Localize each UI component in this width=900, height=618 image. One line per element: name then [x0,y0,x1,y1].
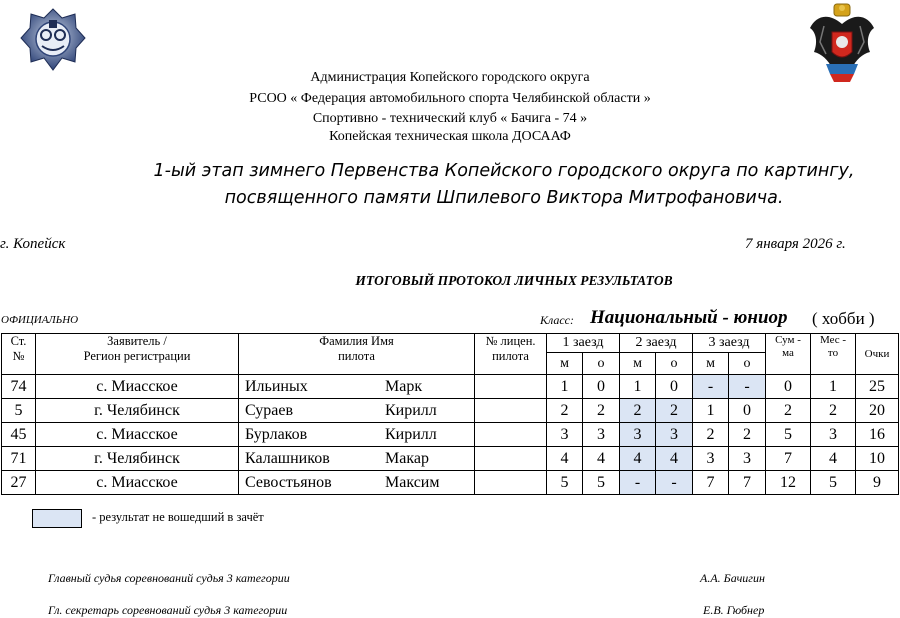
cell-entrant: г. Челябинск [36,447,239,471]
header-pilot: Фамилия Имя пилота [239,334,475,375]
cell-heat2-m: 3 [620,423,656,447]
cell-start-no: 27 [2,471,36,495]
table-row [2,447,899,471]
cell-sum: 2 [766,399,811,423]
header-entrant: Заявитель / Регион регистрации [36,334,239,375]
legend-swatch [32,509,82,528]
cell-heat2-o: 4 [656,447,693,471]
cell-place: 2 [811,399,856,423]
cell-pilot [239,423,475,447]
cell-license [475,399,547,423]
cell-heat2-o: 0 [656,375,693,399]
cell-heat3-m: 2 [693,423,729,447]
cell-pilot [239,375,475,399]
secretary-name: Е.В. Гюбнер [703,603,765,617]
header-heat1-m: м [547,353,583,375]
cell-pilot [239,471,475,495]
cell-heat3-m: - [693,375,729,399]
secretary-role: Гл. секретарь соревнований судья 3 категории [48,603,288,617]
official-label: ОФИЦИАЛЬНО [1,314,79,326]
cell-license [475,447,547,471]
cell-sum: 12 [766,471,811,495]
pilot-surname: Калашников [245,449,330,467]
cell-heat1-m: 1 [547,375,583,399]
event-city: г. Копейск [0,236,66,252]
cell-heat1-o: 2 [583,399,620,423]
cell-heat2-m: 2 [620,399,656,423]
header-place: Мес - то [811,334,856,375]
header-heat3-o: о [729,353,766,375]
cell-points: 10 [856,447,899,471]
cell-heat3-m: 3 [693,447,729,471]
cell-start-no: 74 [2,375,36,399]
org-line-administration: Администрация Копейского городского округа [310,70,590,85]
header-heat-1: 1 заезд [547,334,620,353]
table-row [2,423,899,447]
cell-heat3-m: 7 [693,471,729,495]
event-date: 7 января 2026 г. [745,236,846,252]
table-row [2,375,899,399]
cell-heat1-o: 4 [583,447,620,471]
cell-start-no: 5 [2,399,36,423]
pilot-name: Максим [385,473,440,491]
cell-heat1-m: 4 [547,447,583,471]
cell-heat3-m: 1 [693,399,729,423]
header-heat3-m: м [693,353,729,375]
table-row [2,471,899,495]
header-start-no: Ст. № [2,334,36,375]
header-heat1-o: о [583,353,620,375]
cell-heat3-o: 3 [729,447,766,471]
cell-heat3-o: 7 [729,471,766,495]
class-name: Национальный - юниор [590,307,788,328]
cell-entrant: с. Миасское [36,423,239,447]
cell-start-no: 45 [2,423,36,447]
cell-heat1-m: 2 [547,399,583,423]
class-label: Класс: [540,313,574,327]
cell-sum: 7 [766,447,811,471]
header-heat-3: 3 заезд [693,334,766,353]
cell-license [475,375,547,399]
cell-heat3-o: - [729,375,766,399]
cell-license [475,471,547,495]
header-points: Очки [856,334,899,375]
cell-entrant: с. Миасское [36,471,239,495]
cell-heat1-m: 5 [547,471,583,495]
header-heat-2: 2 заезд [620,334,693,353]
pilot-surname: Ильиных [245,377,308,395]
cell-heat2-m: - [620,471,656,495]
chief-judge-name: А.А. Бачигин [700,571,765,585]
cell-heat1-m: 3 [547,423,583,447]
cell-place: 3 [811,423,856,447]
cell-place: 4 [811,447,856,471]
protocol-title: ИТОГОВЫЙ ПРОТОКОЛ ЛИЧНЫХ РЕЗУЛЬТАТОВ [355,273,673,288]
cell-points: 9 [856,471,899,495]
cell-heat2-o: 2 [656,399,693,423]
results-table [1,333,899,495]
cell-points: 25 [856,375,899,399]
cell-heat2-m: 1 [620,375,656,399]
org-line-federation: РСОО « Федерация автомобильного спорта Челябинской области » [249,91,651,106]
dosaaf-emblem-icon [18,6,88,76]
cell-heat1-o: 5 [583,471,620,495]
header-heat2-m: м [620,353,656,375]
cell-pilot [239,399,475,423]
cell-heat3-o: 0 [729,399,766,423]
pilot-surname: Бурлаков [245,425,308,443]
org-line-club: Спортивно - технический клуб « Бачига - 74 » [312,111,588,126]
cell-pilot [239,447,475,471]
cell-points: 16 [856,423,899,447]
event-title-line-1: 1-ый этап зимнего Первенства Копейского городского округа по картингу, [153,161,855,181]
cell-place: 1 [811,375,856,399]
pilot-name: Марк [385,377,423,395]
pilot-name: Макар [385,449,429,467]
class-suffix: ( хобби ) [812,309,875,328]
org-line-school: Копейская техническая школа ДОСААФ [329,129,571,144]
cell-sum: 0 [766,375,811,399]
header-license: № лицен. пилота [475,334,547,375]
legend-text: - результат не вошедший в зачёт [92,510,264,524]
cell-heat1-o: 0 [583,375,620,399]
cell-entrant: г. Челябинск [36,399,239,423]
event-title-line-2: посвященного памяти Шпилевого Виктора Митрофановича. [224,188,784,208]
header-heat2-o: о [656,353,693,375]
pilot-name: Кирилл [385,401,437,419]
table-row [2,399,899,423]
header-sum: Сум - ма [766,334,811,375]
cell-entrant: с. Миасское [36,375,239,399]
cell-points: 20 [856,399,899,423]
cell-heat2-m: 4 [620,447,656,471]
cell-heat2-o: - [656,471,693,495]
pilot-surname: Севостьянов [245,473,332,491]
pilot-surname: Сураев [245,401,294,419]
cell-license [475,423,547,447]
cell-sum: 5 [766,423,811,447]
chief-judge-role: Главный судья соревнований судья 3 категории [48,571,290,585]
pilot-name: Кирилл [385,425,437,443]
cell-heat2-o: 3 [656,423,693,447]
cell-start-no: 71 [2,447,36,471]
cell-heat1-o: 3 [583,423,620,447]
cell-place: 5 [811,471,856,495]
cell-heat3-o: 2 [729,423,766,447]
